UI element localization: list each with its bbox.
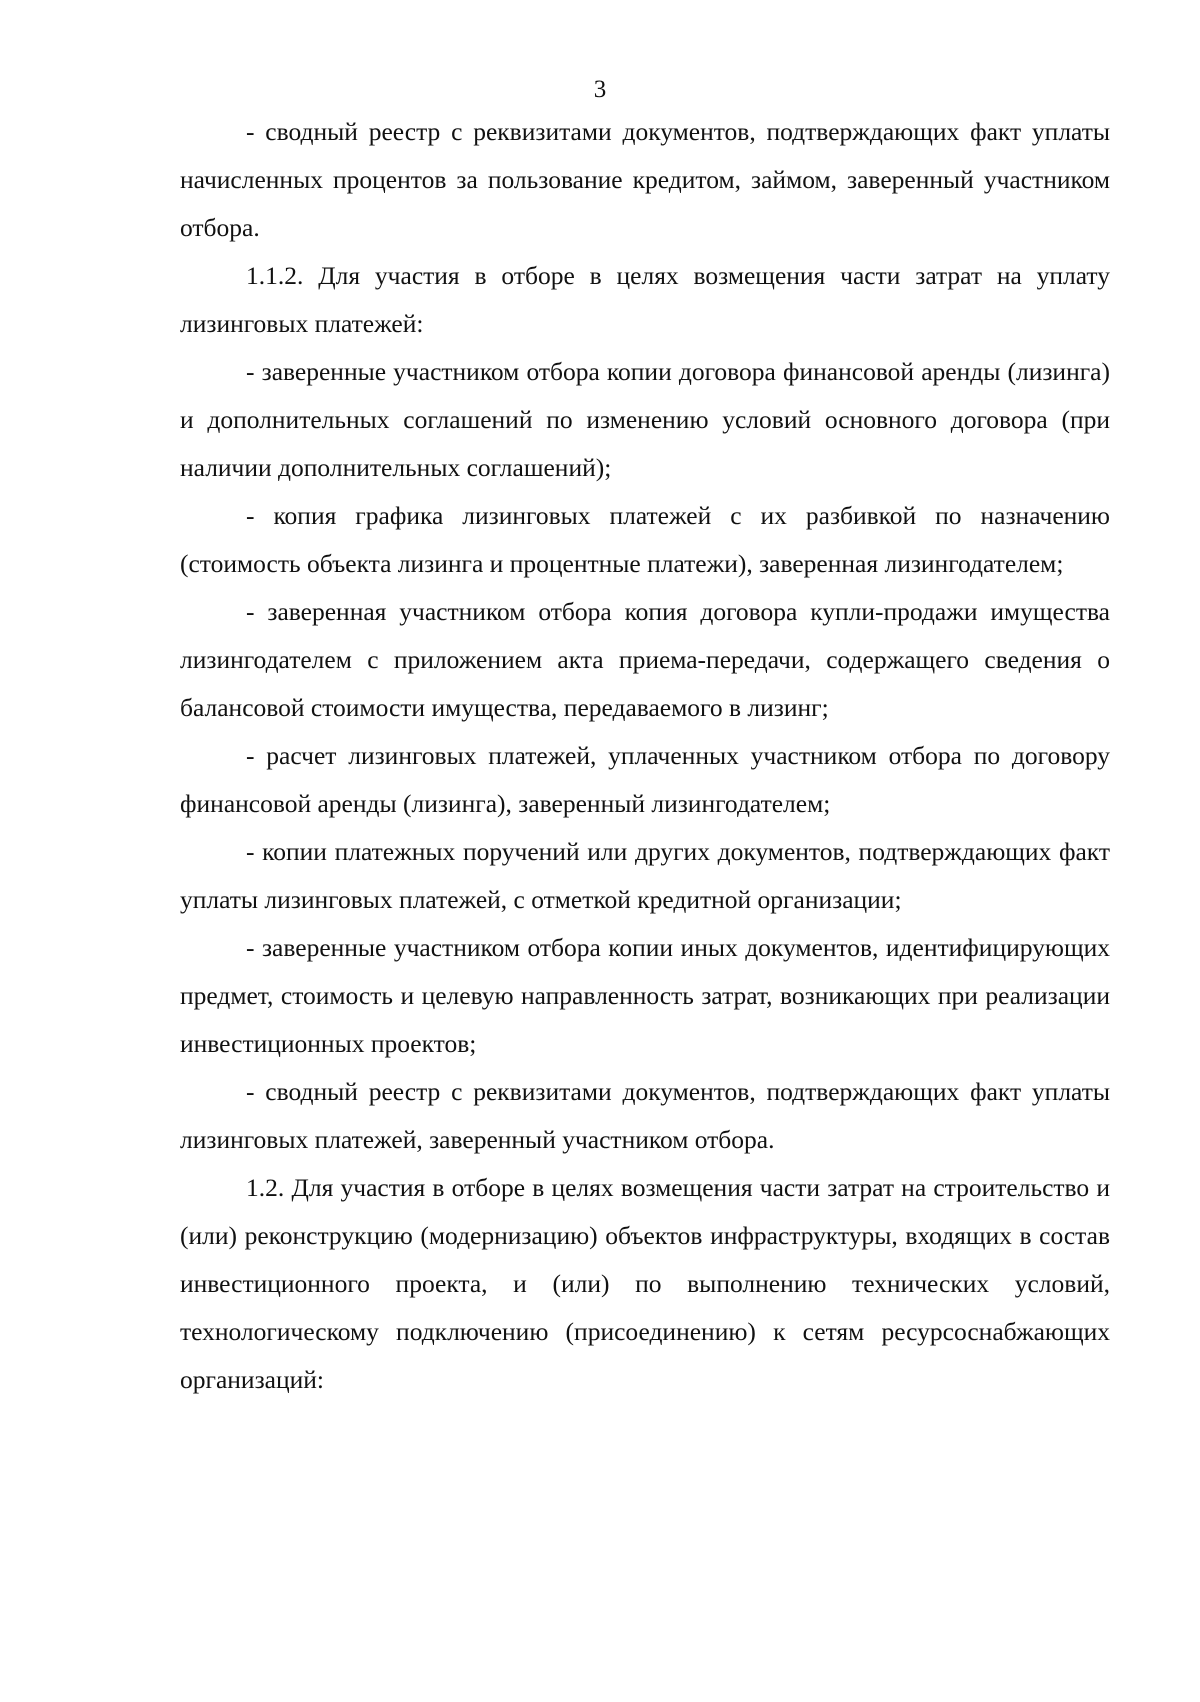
paragraph-payment-orders-copies: - копии платежных поручений или других документов, подтверждающих факт уплаты лизинговых платежей, с отметкой кредитной организации; bbox=[180, 837, 1110, 914]
paragraph-section-1-1-2: 1.1.2. Для участия в отборе в целях возмещения части затрат на уплату лизинговых платежей: bbox=[180, 261, 1110, 338]
paragraph-other-documents-copies: - заверенные участником отбора копии иных документов, идентифицирующих предмет, стоимость и целевую направленность затрат, возникающих при реализации инвестиционных проектов; bbox=[180, 933, 1110, 1058]
page-number: 3 bbox=[593, 76, 607, 103]
paragraph-section-1-2: 1.2. Для участия в отборе в целях возмещения части затрат на строительство и (или) реконструкцию (модернизацию) объектов инфраструктуры, входящих в состав инвестиционного проекта, и (или) по выполнению технических условий, технологическому подключению (присоединению) к сетям ресурсоснабжающих организаций: bbox=[180, 1173, 1110, 1394]
paragraph-summary-registry-leasing: - сводный реестр с реквизитами документов, подтверждающих факт уплаты лизинговых платежей, заверенный участником отбора. bbox=[180, 1077, 1110, 1154]
paragraph-summary-registry-interest: - сводный реестр с реквизитами документов, подтверждающих факт уплаты начисленных процентов за пользование кредитом, займом, заверенный участником отбора. bbox=[180, 117, 1110, 242]
paragraph-leasing-contract-copies: - заверенные участником отбора копии договора финансовой аренды (лизинга) и дополнительных соглашений по изменению условий основного договора (при наличии дополнительных соглашений); bbox=[180, 357, 1110, 482]
paragraph-leasing-payment-calculation: - расчет лизинговых платежей, уплаченных участником отбора по договору финансовой аренды (лизинга), заверенный лизингодателем; bbox=[180, 741, 1110, 818]
paragraph-purchase-contract-copy: - заверенная участником отбора копия договора купли-продажи имущества лизингодателем с приложением акта приема-передачи, содержащего сведения о балансовой стоимости имущества, передаваемого в лизинг; bbox=[180, 597, 1110, 722]
paragraph-leasing-schedule-copy: - копия графика лизинговых платежей с их разбивкой по назначению (стоимость объекта лизинга и процентные платежи), заверенная лизингодателем; bbox=[180, 501, 1110, 578]
document-body bbox=[180, 108, 1110, 1404]
